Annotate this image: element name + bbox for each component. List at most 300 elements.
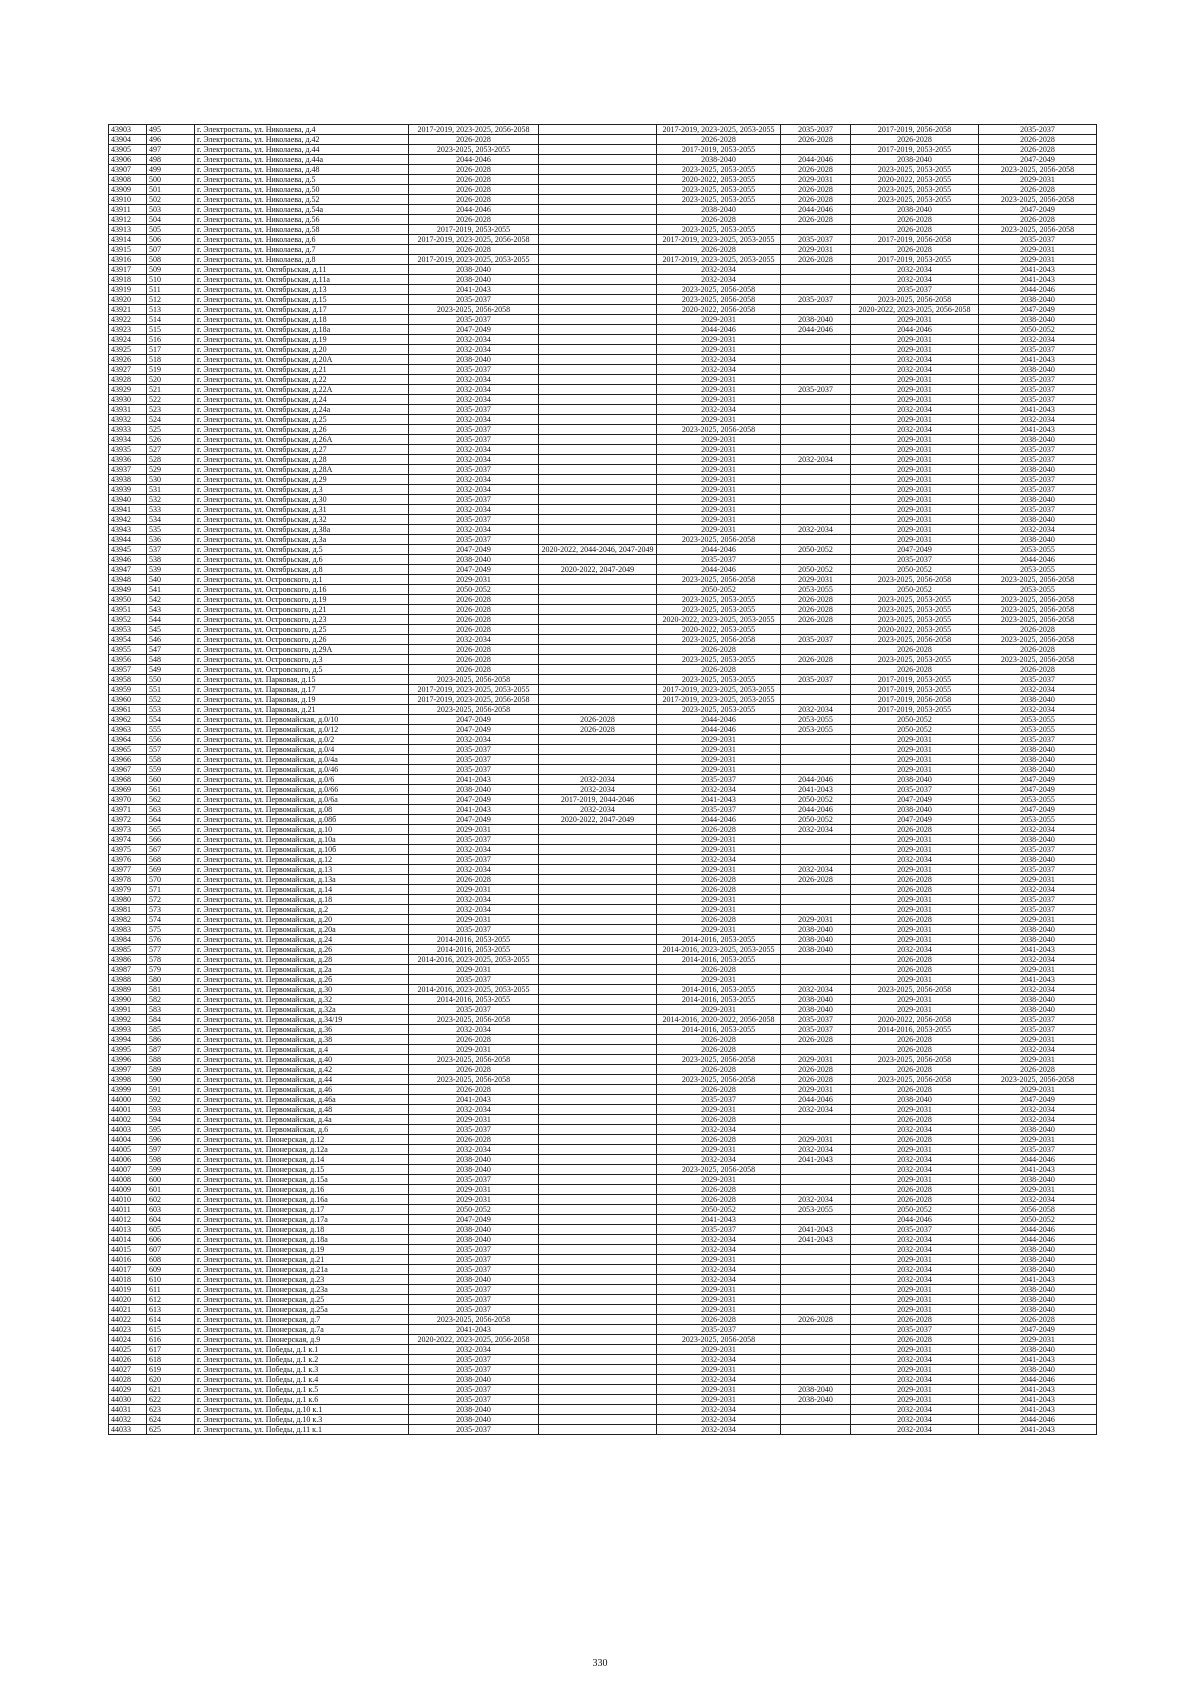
period-col-2-cell: [539, 1345, 657, 1355]
object-code-cell: 44029: [109, 1385, 147, 1395]
period-col-2-cell: [539, 885, 657, 895]
table-row: [109, 195, 1097, 205]
table-row: [109, 765, 1097, 775]
table-row: [109, 1325, 1097, 1335]
period-col-6-cell: 2041-2043: [979, 1355, 1097, 1365]
period-col-5-cell: 2047-2049: [851, 545, 979, 555]
period-col-3-cell: 2032-2034: [657, 1265, 781, 1275]
period-col-1-cell: 2041-2043: [409, 285, 539, 295]
object-code-cell: 43975: [109, 845, 147, 855]
period-col-4-cell: 2026-2028: [781, 1075, 851, 1085]
period-col-3-cell: 2023-2025, 2056-2058: [657, 425, 781, 435]
row-number-cell: 581: [147, 985, 195, 995]
register-sheet: [108, 124, 1096, 1435]
object-code-cell: 43996: [109, 1055, 147, 1065]
table-row: [109, 1345, 1097, 1355]
period-col-4-cell: [781, 225, 851, 235]
period-col-4-cell: [781, 1415, 851, 1425]
period-col-5-cell: 2032-2034: [851, 1275, 979, 1285]
period-col-1-cell: 2032-2034: [409, 905, 539, 915]
period-col-3-cell: 2023-2025, 2056-2058: [657, 635, 781, 645]
period-col-2-cell: [539, 1035, 657, 1045]
period-col-6-cell: 2053-2055: [979, 715, 1097, 725]
object-code-cell: 43956: [109, 655, 147, 665]
address-cell: г. Электросталь, ул. Пионерская, д.17а: [195, 1215, 409, 1225]
row-number-cell: 538: [147, 555, 195, 565]
period-col-3-cell: 2020-2022, 2053-2055: [657, 625, 781, 635]
period-col-3-cell: 2029-2031: [657, 865, 781, 875]
row-number-cell: 550: [147, 675, 195, 685]
table-row: [109, 1175, 1097, 1185]
address-cell: г. Электросталь, ул. Первомайская, д.13: [195, 865, 409, 875]
period-col-1-cell: 2038-2040: [409, 355, 539, 365]
period-col-6-cell: 2053-2055: [979, 585, 1097, 595]
period-col-5-cell: 2026-2028: [851, 245, 979, 255]
period-col-4-cell: 2029-2031: [781, 575, 851, 585]
period-col-2-cell: [539, 1335, 657, 1345]
period-col-2-cell: [539, 465, 657, 475]
period-col-5-cell: 2035-2037: [851, 285, 979, 295]
period-col-3-cell: 2023-2025, 2056-2058: [657, 575, 781, 585]
address-cell: г. Электросталь, ул. Пионерская, д.15а: [195, 1175, 409, 1185]
period-col-4-cell: [781, 285, 851, 295]
period-col-1-cell: 2050-2052: [409, 585, 539, 595]
table-row: [109, 1015, 1097, 1025]
address-cell: г. Электросталь, ул. Пионерская, д.17: [195, 1205, 409, 1215]
period-col-3-cell: 2023-2025, 2053-2055: [657, 165, 781, 175]
period-col-1-cell: 2023-2025, 2056-2058: [409, 1055, 539, 1065]
period-col-1-cell: 2035-2037: [409, 1385, 539, 1395]
period-col-2-cell: [539, 1015, 657, 1025]
object-code-cell: 43971: [109, 805, 147, 815]
period-col-6-cell: 2023-2025, 2056-2058: [979, 165, 1097, 175]
row-number-cell: 580: [147, 975, 195, 985]
object-code-cell: 43919: [109, 285, 147, 295]
period-col-6-cell: 2038-2040: [979, 925, 1097, 935]
row-number-cell: 522: [147, 395, 195, 405]
period-col-1-cell: 2035-2037: [409, 1295, 539, 1305]
period-col-1-cell: 2035-2037: [409, 855, 539, 865]
table-row: [109, 705, 1097, 715]
period-col-6-cell: 2041-2043: [979, 1405, 1097, 1415]
period-col-1-cell: 2035-2037: [409, 1425, 539, 1435]
period-col-1-cell: 2017-2019, 2023-2025, 2056-2058: [409, 695, 539, 705]
address-cell: г. Электросталь, ул. Первомайская, д.0/46: [195, 765, 409, 775]
row-number-cell: 578: [147, 955, 195, 965]
object-code-cell: 43934: [109, 435, 147, 445]
table-row: [109, 745, 1097, 755]
row-number-cell: 607: [147, 1245, 195, 1255]
table-row: [109, 665, 1097, 675]
address-cell: г. Электросталь, ул. Первомайская, д.36: [195, 1025, 409, 1035]
period-col-2-cell: [539, 165, 657, 175]
period-col-3-cell: 2035-2037: [657, 555, 781, 565]
row-number-cell: 585: [147, 1025, 195, 1035]
address-cell: г. Электросталь, ул. Пионерская, д.12: [195, 1135, 409, 1145]
period-col-2-cell: 2017-2019, 2044-2046: [539, 795, 657, 805]
table-row: [109, 1285, 1097, 1295]
period-col-2-cell: [539, 985, 657, 995]
row-number-cell: 506: [147, 235, 195, 245]
row-number-cell: 590: [147, 1075, 195, 1085]
period-col-6-cell: 2023-2025, 2056-2058: [979, 195, 1097, 205]
object-code-cell: 43973: [109, 825, 147, 835]
row-number-cell: 555: [147, 725, 195, 735]
object-code-cell: 43989: [109, 985, 147, 995]
object-code-cell: 43930: [109, 395, 147, 405]
period-col-4-cell: 2032-2034: [781, 1105, 851, 1115]
period-col-3-cell: 2017-2019, 2023-2025, 2053-2055: [657, 685, 781, 695]
period-col-4-cell: 2053-2055: [781, 1205, 851, 1215]
period-col-2-cell: [539, 645, 657, 655]
address-cell: г. Электросталь, ул. Октябрьская, д.29: [195, 475, 409, 485]
address-cell: г. Электросталь, ул. Октябрьская, д.26: [195, 425, 409, 435]
address-cell: г. Электросталь, ул. Октябрьская, д.38а: [195, 525, 409, 535]
address-cell: г. Электросталь, ул. Победы, д.1 к.2: [195, 1355, 409, 1365]
period-col-6-cell: 2035-2037: [979, 1145, 1097, 1155]
table-row: [109, 825, 1097, 835]
period-col-5-cell: 2029-2031: [851, 1175, 979, 1185]
period-col-2-cell: [539, 865, 657, 875]
period-col-4-cell: [781, 835, 851, 845]
period-col-1-cell: 2029-2031: [409, 825, 539, 835]
period-col-6-cell: 2038-2040: [979, 365, 1097, 375]
period-col-6-cell: 2038-2040: [979, 1305, 1097, 1315]
period-col-4-cell: 2038-2040: [781, 1385, 851, 1395]
object-code-cell: 43908: [109, 175, 147, 185]
row-number-cell: 579: [147, 965, 195, 975]
period-col-1-cell: 2035-2037: [409, 295, 539, 305]
period-col-1-cell: 2041-2043: [409, 775, 539, 785]
period-col-3-cell: 2044-2046: [657, 565, 781, 575]
period-col-2-cell: [539, 1405, 657, 1415]
address-cell: г. Электросталь, ул. Октябрьская, д.26А: [195, 435, 409, 445]
period-col-3-cell: 2035-2037: [657, 805, 781, 815]
table-row: [109, 395, 1097, 405]
period-col-2-cell: [539, 965, 657, 975]
period-col-5-cell: 2029-2031: [851, 1395, 979, 1405]
table-row: [109, 685, 1097, 695]
period-col-3-cell: 2029-2031: [657, 505, 781, 515]
period-col-3-cell: 2029-2031: [657, 445, 781, 455]
period-col-2-cell: [539, 235, 657, 245]
period-col-6-cell: 2035-2037: [979, 1015, 1097, 1025]
period-col-6-cell: 2047-2049: [979, 205, 1097, 215]
period-col-3-cell: 2026-2028: [657, 1085, 781, 1095]
period-col-3-cell: 2029-2031: [657, 415, 781, 425]
row-number-cell: 622: [147, 1395, 195, 1405]
address-cell: г. Электросталь, ул. Николаева, д.7: [195, 245, 409, 255]
table-row: [109, 555, 1097, 565]
period-col-3-cell: 2032-2034: [657, 1405, 781, 1415]
address-cell: г. Электросталь, ул. Октябрьская, д.11: [195, 265, 409, 275]
period-col-4-cell: [781, 1425, 851, 1435]
period-col-2-cell: [539, 575, 657, 585]
row-number-cell: 565: [147, 825, 195, 835]
period-col-6-cell: 2053-2055: [979, 565, 1097, 575]
address-cell: г. Электросталь, ул. Пионерская, д.23а: [195, 1285, 409, 1295]
period-col-1-cell: 2029-2031: [409, 885, 539, 895]
period-col-3-cell: 2044-2046: [657, 815, 781, 825]
period-col-3-cell: 2029-2031: [657, 835, 781, 845]
object-code-cell: 43914: [109, 235, 147, 245]
period-col-1-cell: 2026-2028: [409, 165, 539, 175]
row-number-cell: 612: [147, 1295, 195, 1305]
period-col-2-cell: [539, 675, 657, 685]
table-row: [109, 725, 1097, 735]
period-col-1-cell: 2050-2052: [409, 1205, 539, 1215]
row-number-cell: 495: [147, 125, 195, 135]
period-col-1-cell: 2023-2025, 2056-2058: [409, 1075, 539, 1085]
row-number-cell: 551: [147, 685, 195, 695]
period-col-6-cell: 2035-2037: [979, 455, 1097, 465]
period-col-1-cell: 2026-2028: [409, 245, 539, 255]
row-number-cell: 498: [147, 155, 195, 165]
period-col-5-cell: 2029-2031: [851, 445, 979, 455]
period-col-1-cell: 2038-2040: [409, 1415, 539, 1425]
period-col-4-cell: [781, 645, 851, 655]
address-cell: г. Электросталь, ул. Первомайская, д.18: [195, 895, 409, 905]
object-code-cell: 43998: [109, 1075, 147, 1085]
period-col-5-cell: 2032-2034: [851, 1165, 979, 1175]
period-col-3-cell: 2014-2016, 2020-2022, 2056-2058: [657, 1015, 781, 1025]
object-code-cell: 43995: [109, 1045, 147, 1055]
address-cell: г. Электросталь, ул. Первомайская, д.40: [195, 1055, 409, 1065]
period-col-2-cell: [539, 1115, 657, 1125]
address-cell: г. Электросталь, ул. Первомайская, д.0/2: [195, 735, 409, 745]
period-col-2-cell: [539, 205, 657, 215]
period-col-1-cell: 2038-2040: [409, 1375, 539, 1385]
period-col-3-cell: 2026-2028: [657, 1135, 781, 1145]
period-col-2-cell: [539, 325, 657, 335]
period-col-1-cell: 2047-2049: [409, 325, 539, 335]
period-col-4-cell: [781, 345, 851, 355]
period-col-2-cell: [539, 375, 657, 385]
period-col-1-cell: 2026-2028: [409, 185, 539, 195]
period-col-6-cell: 2029-2031: [979, 1085, 1097, 1095]
period-col-6-cell: 2041-2043: [979, 265, 1097, 275]
period-col-5-cell: 2032-2034: [851, 1235, 979, 1245]
period-col-5-cell: 2029-2031: [851, 375, 979, 385]
object-code-cell: 44003: [109, 1125, 147, 1135]
period-col-4-cell: 2038-2040: [781, 315, 851, 325]
address-cell: г. Электросталь, ул. Победы, д.10 к.3: [195, 1415, 409, 1425]
period-col-4-cell: 2032-2034: [781, 1145, 851, 1155]
period-col-3-cell: 2014-2016, 2023-2025, 2053-2055: [657, 945, 781, 955]
table-row: [109, 1255, 1097, 1265]
period-col-1-cell: 2014-2016, 2053-2055: [409, 935, 539, 945]
row-number-cell: 615: [147, 1325, 195, 1335]
period-col-1-cell: 2041-2043: [409, 1095, 539, 1105]
row-number-cell: 558: [147, 755, 195, 765]
row-number-cell: 566: [147, 835, 195, 845]
address-cell: г. Электросталь, ул. Пионерская, д.16а: [195, 1195, 409, 1205]
period-col-3-cell: 2023-2025, 2056-2058: [657, 535, 781, 545]
row-number-cell: 502: [147, 195, 195, 205]
period-col-5-cell: 2026-2028: [851, 875, 979, 885]
row-number-cell: 517: [147, 345, 195, 355]
period-col-2-cell: [539, 1305, 657, 1315]
period-col-1-cell: 2035-2037: [409, 435, 539, 445]
period-col-1-cell: 2035-2037: [409, 535, 539, 545]
period-col-3-cell: 2029-2031: [657, 1105, 781, 1115]
period-col-2-cell: [539, 1325, 657, 1335]
address-cell: г. Электросталь, ул. Первомайская, д.0/6: [195, 775, 409, 785]
period-col-5-cell: 2026-2028: [851, 645, 979, 655]
period-col-2-cell: [539, 315, 657, 325]
period-col-3-cell: 2032-2034: [657, 1375, 781, 1385]
period-col-2-cell: [539, 855, 657, 865]
period-col-3-cell: 2035-2037: [657, 1225, 781, 1235]
object-code-cell: 43972: [109, 815, 147, 825]
period-col-1-cell: 2029-2031: [409, 575, 539, 585]
period-col-1-cell: 2035-2037: [409, 1395, 539, 1405]
period-col-6-cell: 2026-2028: [979, 215, 1097, 225]
table-row: [109, 1315, 1097, 1325]
period-col-6-cell: 2032-2034: [979, 1115, 1097, 1125]
period-col-5-cell: 2029-2031: [851, 495, 979, 505]
table-row: [109, 135, 1097, 145]
period-col-6-cell: 2038-2040: [979, 1295, 1097, 1305]
address-cell: г. Электросталь, ул. Первомайская, д.12: [195, 855, 409, 865]
address-cell: г. Электросталь, ул. Пионерская, д.25: [195, 1295, 409, 1305]
row-number-cell: 516: [147, 335, 195, 345]
address-cell: г. Электросталь, ул. Первомайская, д.0/12: [195, 725, 409, 735]
period-col-3-cell: 2023-2025, 2053-2055: [657, 185, 781, 195]
table-row: [109, 885, 1097, 895]
table-row: [109, 1105, 1097, 1115]
table-row: [109, 235, 1097, 245]
table-row: [109, 1235, 1097, 1245]
period-col-4-cell: 2050-2052: [781, 815, 851, 825]
address-cell: г. Электросталь, ул. Победы, д.1 к.4: [195, 1375, 409, 1385]
row-number-cell: 526: [147, 435, 195, 445]
address-cell: г. Электросталь, ул. Октябрьская, д.13: [195, 285, 409, 295]
period-col-2-cell: [539, 755, 657, 765]
period-col-1-cell: 2035-2037: [409, 1365, 539, 1375]
address-cell: г. Электросталь, ул. Октябрьская, д.5: [195, 545, 409, 555]
address-cell: г. Электросталь, ул. Островского, д.3: [195, 655, 409, 665]
object-code-cell: 43977: [109, 865, 147, 875]
period-col-4-cell: 2026-2028: [781, 1315, 851, 1325]
table-row: [109, 595, 1097, 605]
period-col-2-cell: [539, 735, 657, 745]
object-code-cell: 43903: [109, 125, 147, 135]
period-col-1-cell: 2038-2040: [409, 1165, 539, 1175]
period-col-3-cell: 2014-2016, 2053-2055: [657, 1025, 781, 1035]
period-col-5-cell: 2050-2052: [851, 715, 979, 725]
row-number-cell: 560: [147, 775, 195, 785]
period-col-2-cell: [539, 135, 657, 145]
period-col-4-cell: 2026-2028: [781, 1035, 851, 1045]
period-col-6-cell: 2032-2034: [979, 705, 1097, 715]
period-col-5-cell: 2032-2034: [851, 1355, 979, 1365]
period-col-4-cell: 2029-2031: [781, 1085, 851, 1095]
object-code-cell: 44031: [109, 1405, 147, 1415]
address-cell: г. Электросталь, ул. Парковая, д.21: [195, 705, 409, 715]
period-col-5-cell: 2029-2031: [851, 1285, 979, 1295]
object-code-cell: 43927: [109, 365, 147, 375]
address-cell: г. Электросталь, ул. Октябрьская, д.21: [195, 365, 409, 375]
period-col-2-cell: 2020-2022, 2047-2049: [539, 815, 657, 825]
object-code-cell: 44007: [109, 1165, 147, 1175]
row-number-cell: 509: [147, 265, 195, 275]
period-col-2-cell: [539, 1315, 657, 1325]
row-number-cell: 521: [147, 385, 195, 395]
row-number-cell: 499: [147, 165, 195, 175]
period-col-4-cell: 2035-2037: [781, 295, 851, 305]
period-col-6-cell: 2029-2031: [979, 255, 1097, 265]
period-col-4-cell: [781, 1245, 851, 1255]
address-cell: г. Электросталь, ул. Николаева, д.48: [195, 165, 409, 175]
period-col-5-cell: 2050-2052: [851, 565, 979, 575]
period-col-3-cell: 2035-2037: [657, 1095, 781, 1105]
period-col-6-cell: 2026-2028: [979, 625, 1097, 635]
address-cell: г. Электросталь, ул. Пионерская, д.18а: [195, 1235, 409, 1245]
period-col-2-cell: [539, 835, 657, 845]
period-col-2-cell: [539, 145, 657, 155]
object-code-cell: 43912: [109, 215, 147, 225]
object-code-cell: 44000: [109, 1095, 147, 1105]
row-number-cell: 601: [147, 1185, 195, 1195]
table-row: [109, 585, 1097, 595]
period-col-6-cell: 2023-2025, 2056-2058: [979, 655, 1097, 665]
period-col-1-cell: 2032-2034: [409, 1345, 539, 1355]
period-col-4-cell: 2032-2034: [781, 1195, 851, 1205]
object-code-cell: 43968: [109, 775, 147, 785]
row-number-cell: 605: [147, 1225, 195, 1235]
row-number-cell: 496: [147, 135, 195, 145]
period-col-4-cell: 2041-2043: [781, 785, 851, 795]
address-cell: г. Электросталь, ул. Первомайская, д.4: [195, 1045, 409, 1055]
period-col-2-cell: [539, 275, 657, 285]
period-col-6-cell: 2038-2040: [979, 465, 1097, 475]
row-number-cell: 501: [147, 185, 195, 195]
period-col-2-cell: [539, 1045, 657, 1055]
period-col-2-cell: [539, 1205, 657, 1215]
row-number-cell: 557: [147, 745, 195, 755]
object-code-cell: 44026: [109, 1355, 147, 1365]
period-col-4-cell: 2035-2037: [781, 675, 851, 685]
period-col-5-cell: 2026-2028: [851, 1315, 979, 1325]
table-row: [109, 155, 1097, 165]
period-col-5-cell: 2038-2040: [851, 805, 979, 815]
object-code-cell: 43940: [109, 495, 147, 505]
row-number-cell: 539: [147, 565, 195, 575]
period-col-3-cell: 2029-2031: [657, 525, 781, 535]
period-col-6-cell: 2038-2040: [979, 855, 1097, 865]
period-col-3-cell: 2029-2031: [657, 515, 781, 525]
period-col-1-cell: 2035-2037: [409, 1355, 539, 1365]
period-col-4-cell: 2035-2037: [781, 235, 851, 245]
period-col-4-cell: [781, 265, 851, 275]
address-cell: г. Электросталь, ул. Первомайская, д.2б: [195, 975, 409, 985]
period-col-3-cell: 2044-2046: [657, 545, 781, 555]
object-code-cell: 43931: [109, 405, 147, 415]
address-cell: г. Электросталь, ул. Октябрьская, д.18а: [195, 325, 409, 335]
address-cell: г. Электросталь, ул. Николаева, д.52: [195, 195, 409, 205]
period-col-6-cell: 2038-2040: [979, 435, 1097, 445]
row-number-cell: 619: [147, 1365, 195, 1375]
row-number-cell: 524: [147, 415, 195, 425]
period-col-3-cell: 2032-2034: [657, 1245, 781, 1255]
table-row: [109, 1355, 1097, 1365]
period-col-1-cell: 2026-2028: [409, 625, 539, 635]
period-col-5-cell: 2032-2034: [851, 265, 979, 275]
address-cell: г. Электросталь, ул. Николаева, д.42: [195, 135, 409, 145]
table-row: [109, 955, 1097, 965]
period-col-1-cell: 2032-2034: [409, 345, 539, 355]
